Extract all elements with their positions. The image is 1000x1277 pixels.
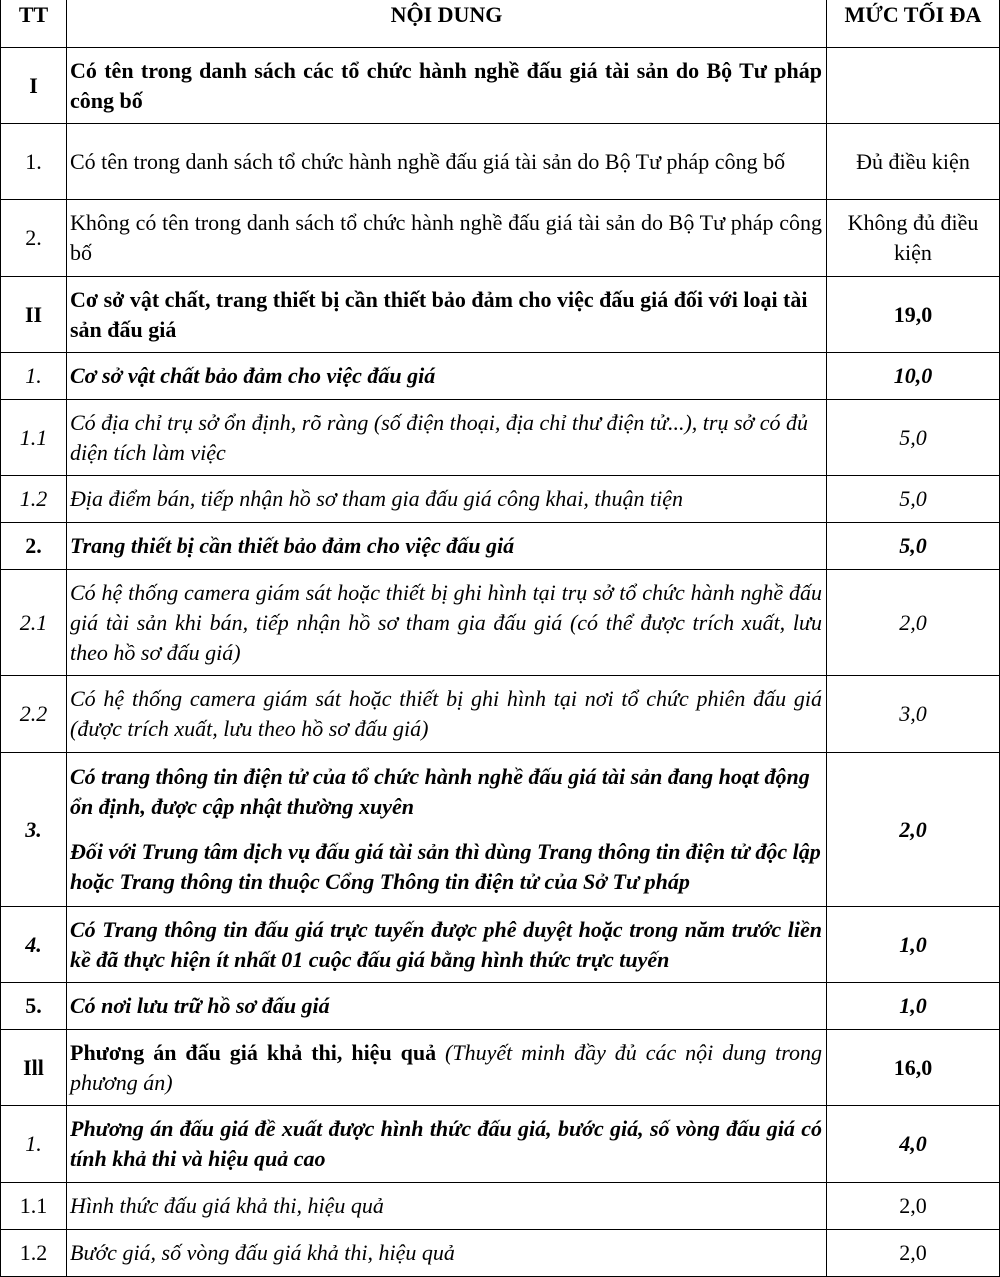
row-content: Bước giá, số vòng đấu giá khả thi, hiệu quả xyxy=(67,1230,827,1277)
row-tt: 1.1 xyxy=(1,1183,67,1230)
row-max: 2,0 xyxy=(827,1230,1000,1277)
row-tt: 1.2 xyxy=(1,1230,67,1277)
row-tt: 1. xyxy=(1,1106,67,1183)
row-content: Có hệ thống camera giám sát hoặc thiết bị ghi hình tại nơi tổ chức phiên đấu giá (được trích xuất, lưu theo hồ sơ đấu giá) xyxy=(67,676,827,753)
row-tt: 1.1 xyxy=(1,400,67,476)
table-row xyxy=(1,1183,1000,1230)
row-max: 1,0 xyxy=(827,983,1000,1030)
row-tt: 2.1 xyxy=(1,570,67,676)
row-tt: II xyxy=(1,277,67,353)
row-tt: 1. xyxy=(1,124,67,200)
row-tt: 2.2 xyxy=(1,676,67,753)
table-row xyxy=(1,523,1000,570)
row-max: 5,0 xyxy=(827,400,1000,476)
table-row xyxy=(1,353,1000,400)
row-max: 16,0 xyxy=(827,1030,1000,1106)
row-tt: I xyxy=(1,48,67,124)
table-row xyxy=(1,1030,1000,1106)
row-tt: 2. xyxy=(1,523,67,570)
row-content: Cơ sở vật chất bảo đảm cho việc đấu giá xyxy=(67,353,827,400)
row-max: 2,0 xyxy=(827,753,1000,907)
row-content-main: Phương án đấu giá khả thi, hiệu quả xyxy=(70,1039,437,1065)
row-max: 5,0 xyxy=(827,476,1000,523)
row-max: 1,0 xyxy=(827,907,1000,983)
row-content: Có địa chỉ trụ sở ổn định, rõ ràng (số điện thoại, địa chỉ thư điện tử...), trụ sở có đủ diện tích làm việc xyxy=(67,400,827,476)
row-content: Có tên trong danh sách các tổ chức hành nghề đấu giá tài sản do Bộ Tư pháp công bố xyxy=(67,48,827,124)
row-max: 3,0 xyxy=(827,676,1000,753)
row-content-para: Đối với Trung tâm dịch vụ đấu giá tài sản thì dùng Trang thông tin điện tử độc lập hoặc Trang thông tin thuộc Cổng Thông tin điện tử của Sở Tư pháp xyxy=(70,839,821,894)
row-content-note: (Thuyết minh đầy đủ các nội dung trong phương án) xyxy=(70,1039,823,1095)
row-content: Địa điểm bán, tiếp nhận hồ sơ tham gia đấu giá công khai, thuận tiện xyxy=(67,476,827,523)
row-max: 4,0 xyxy=(827,1106,1000,1183)
row-content xyxy=(67,753,827,907)
row-max: Không đủ điều kiện xyxy=(827,200,1000,277)
table-row xyxy=(1,48,1000,124)
row-content: Phương án đấu giá đề xuất được hình thức đấu giá, bước giá, số vòng đấu giá có tính khả thi và hiệu quả cao xyxy=(67,1106,827,1183)
table-row xyxy=(1,124,1000,200)
row-tt: 1. xyxy=(1,353,67,400)
table-row xyxy=(1,907,1000,983)
table-row xyxy=(1,753,1000,907)
row-content: Có tên trong danh sách tổ chức hành nghề đấu giá tài sản do Bộ Tư pháp công bố xyxy=(67,124,827,200)
table-row xyxy=(1,277,1000,353)
table-row xyxy=(1,400,1000,476)
row-content: Trang thiết bị cần thiết bảo đảm cho việc đấu giá xyxy=(67,523,827,570)
table-row xyxy=(1,570,1000,676)
row-tt: 1.2 xyxy=(1,476,67,523)
row-max: 2,0 xyxy=(827,570,1000,676)
row-content: Cơ sở vật chất, trang thiết bị cần thiết bảo đảm cho việc đấu giá đối với loại tài sản đấu giá xyxy=(67,277,827,353)
header-row xyxy=(1,0,1000,48)
table-row xyxy=(1,1106,1000,1183)
header-content: NỘI DUNG xyxy=(67,0,827,48)
row-tt: 4. xyxy=(1,907,67,983)
row-max: 5,0 xyxy=(827,523,1000,570)
table-row xyxy=(1,200,1000,277)
table-row xyxy=(1,1230,1000,1277)
row-max: 2,0 xyxy=(827,1183,1000,1230)
header-max: MỨC TỐI ĐA xyxy=(827,0,1000,48)
row-tt: 2. xyxy=(1,200,67,277)
row-tt: 5. xyxy=(1,983,67,1030)
row-content-para: Có trang thông tin điện tử của tổ chức hành nghề đấu giá tài sản đang hoạt động ổn định, được cập nhật thường xuyên xyxy=(70,764,810,819)
row-tt: 3. xyxy=(1,753,67,907)
row-content: Có hệ thống camera giám sát hoặc thiết bị ghi hình tại trụ sở tổ chức hành nghề đấu giá tài sản khi bán, tiếp nhận hồ sơ tham gia đấu giá (có thể được trích xuất, lưu theo hồ sơ đấu giá) xyxy=(67,570,827,676)
row-max: Đủ điều kiện xyxy=(827,124,1000,200)
row-max: 10,0 xyxy=(827,353,1000,400)
table-row xyxy=(1,983,1000,1030)
row-max xyxy=(827,48,1000,124)
header-tt: TT xyxy=(1,0,67,48)
row-content: Có Trang thông tin đấu giá trực tuyến được phê duyệt hoặc trong năm trước liền kề đã thực hiện ít nhất 01 cuộc đấu giá bằng hình thức trực tuyến xyxy=(67,907,827,983)
row-content xyxy=(67,1030,827,1106)
row-content: Hình thức đấu giá khả thi, hiệu quả xyxy=(67,1183,827,1230)
row-max: 19,0 xyxy=(827,277,1000,353)
row-tt: Ill xyxy=(1,1030,67,1106)
table-row xyxy=(1,476,1000,523)
row-content: Không có tên trong danh sách tổ chức hành nghề đấu giá tài sản do Bộ Tư pháp công bố xyxy=(67,200,827,277)
table-row xyxy=(1,676,1000,753)
row-content: Có nơi lưu trữ hồ sơ đấu giá xyxy=(67,983,827,1030)
